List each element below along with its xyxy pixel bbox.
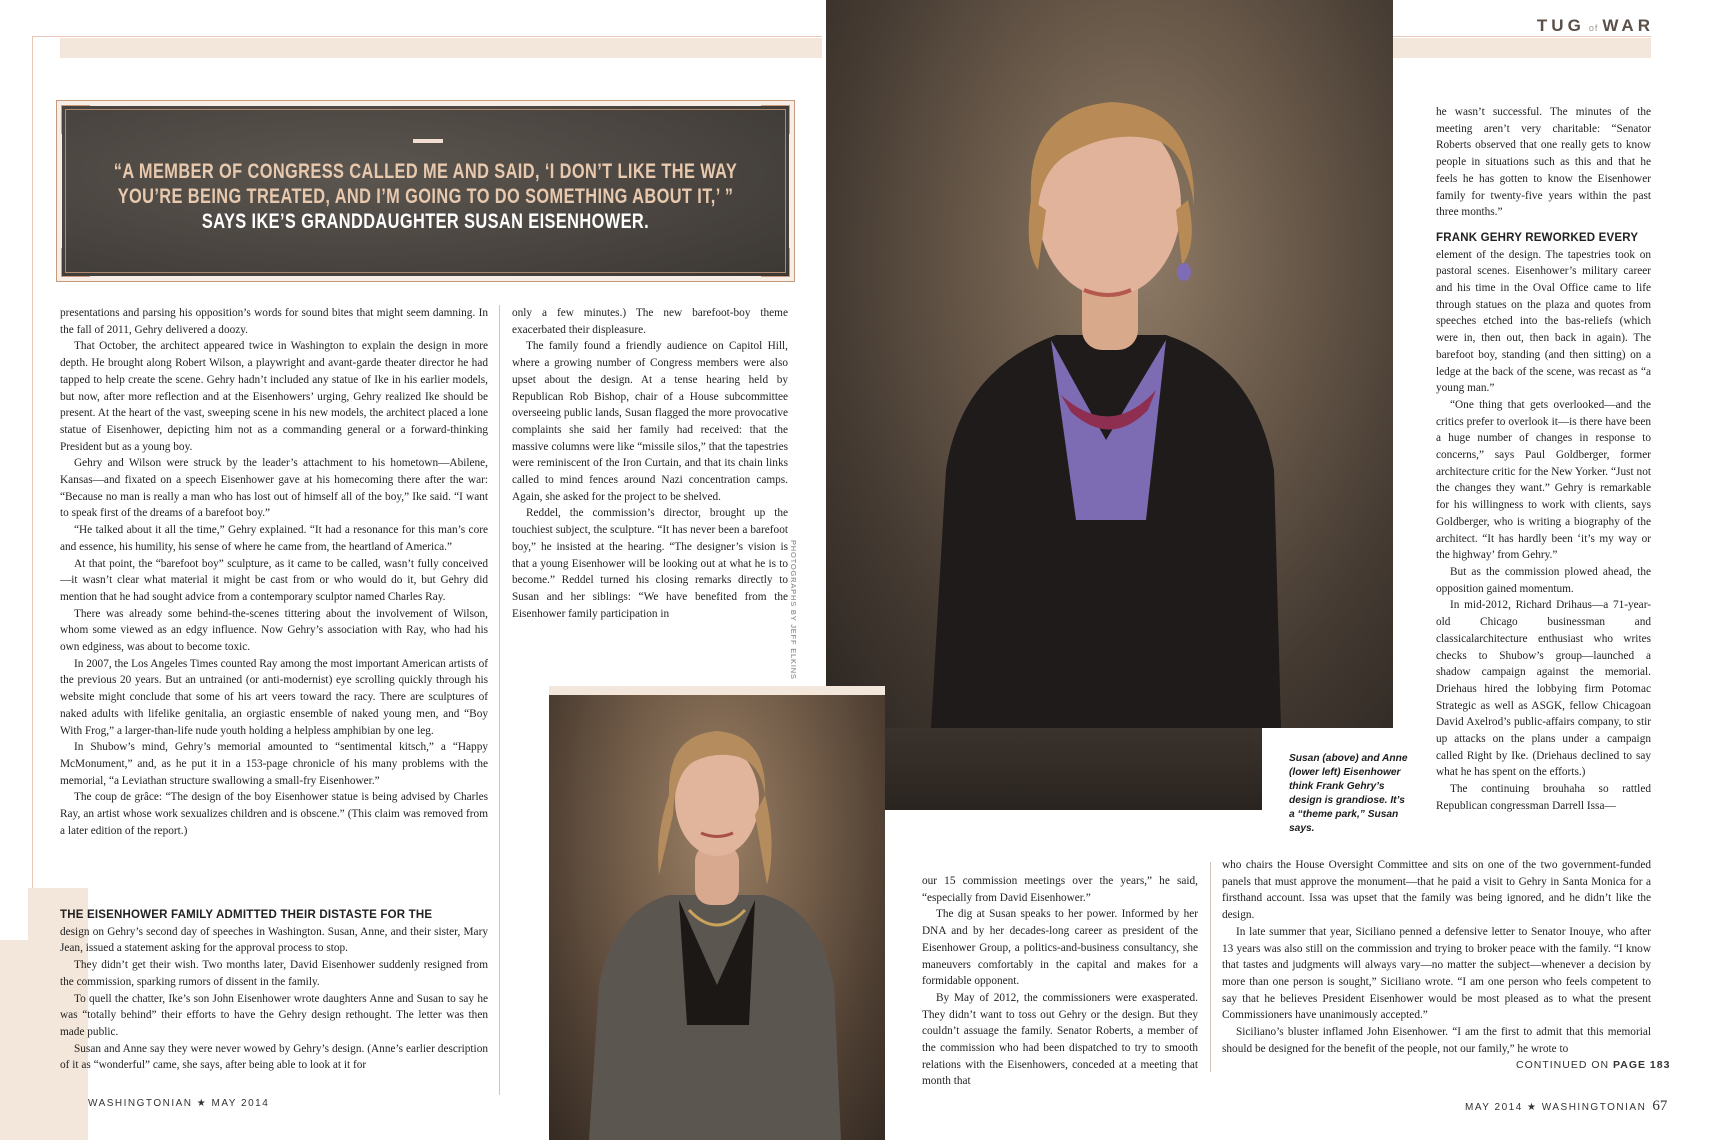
- paragraph: That October, the architect appeared twice in Washington to explain the design in more depth. He brought along Robert Wilson, a playwright and avant-garde theater director he had tapped to help create the scene. Gehry hadn’t included any statue of Ike in his earlier models, but now, after more reflection and at the Eisenhowers’ urging, Gehry realized Ike should be present. At the heart of the vast, sweeping scene in his new models, the architect placed a lone statue of Eisenhower, depicting him not as a commanding general or a forward-thinking President but as a young boy.: [60, 340, 488, 453]
- article-column-3: [922, 873, 1198, 1090]
- photo-anne-eisenhower: [549, 695, 885, 1140]
- paragraph: Siciliano’s bluster inflamed John Eisenhower. “I am the first to admit that this memorial should be designed for the benefit of the people, not our family,” he wrote to: [1222, 1026, 1651, 1055]
- column-divider: [1210, 862, 1211, 1072]
- paragraph: presentations and parsing his opposition’s words for sound bites that might seem damning. In the fall of 2011, Gehry delivered a doozy.: [60, 307, 488, 336]
- paragraph: The coup de grâce: “The design of the boy Eisenhower statue is being advised by Charles Ray, an artist whose work sexualizes children and is obscene.” (This claim was removed from a later edition of the report.): [60, 791, 488, 837]
- quote-dash: [413, 139, 443, 143]
- paragraph: In late summer that year, Siciliano penned a defensive letter to Senator Inouye, who after 13 years was also still on the commission and trying to broker peace with the family. “I know that tastes and judgments will always vary—no matter the subject—whenever a decision by more than one person is sought,” Siciliano wrote. “I am one person who feels competent to say that he believes President Eisenhower would be most pleased as to what the present Commissioners have unanimously accepted.”: [1222, 925, 1651, 1022]
- folio-left: WASHINGTONIAN ★ MAY 2014: [88, 1098, 270, 1109]
- left-tan-notch: [0, 888, 28, 940]
- paragraph: By May of 2012, the commissioners were exasperated. They didn’t want to toss out Gehry or the design. But they couldn’t assuage the family. Senator Roberts, a member of the commission who had been dispatched to try to smooth relations with the Eisenhowers, conceded at a meeting that month that: [922, 991, 1198, 1088]
- column-divider: [499, 305, 500, 1095]
- article-column-1: [60, 305, 488, 840]
- photo-susan-eisenhower: [826, 0, 1393, 728]
- paragraph: Gehry and Wilson were struck by the leader’s attachment to his hometown—Abilene, Kansas—and fixated on a speech Eisenhower gave at his homecoming there after the war: “Because no man is really a man who has lost out of himself all of the boy,” Ike said. “I want to speak first of the dreams of a barefoot boy.”: [60, 457, 488, 520]
- portrait-susan: [826, 0, 1393, 728]
- paragraph: “He talked about it all the time,” Gehry explained. “It had a resonance for this man’s core and essence, his humility, his sense of where he came from, the heartland of America.”: [60, 524, 488, 553]
- paragraph: he wasn’t successful. The minutes of the meeting aren’t very charitable: “Senator Roberts observed that one really gets to know people in situations such as this and that he feels he has gotten to know the Eisenhower family for twenty-five years within the past three months.”: [1436, 106, 1651, 219]
- pull-quote-text: [107, 159, 744, 234]
- continued-page: PAGE 183: [1613, 1059, 1671, 1071]
- section-tag-left: TUG: [1536, 16, 1585, 35]
- paragraph: There was already some behind-the-scenes tittering about the involvement of Wilson, whom some viewed as an edgy influence. Now Gehry’s association with Ray, who had his own edginess, was about to become toxic.: [60, 607, 488, 654]
- top-strip-right: [1393, 38, 1651, 58]
- article-column-2: [512, 305, 788, 622]
- paragraph: In mid-2012, Richard Drihaus—a 71-year-old Chicago businessman and classicalarchitecture enthusiast who writes checks to Shubow’s group—launched a shadow campaign against the memorial. Driehaus hired the lobbying firm Potomac Strategic as well as ASGK, fellow Chicagoan David Axelrod’s public-affairs company, to stir up attacks on the plans under a campaign called Right by Ike. (Driehaus declined to say what he has spent on the efforts.): [1436, 599, 1651, 779]
- corner-ornament-tr: [761, 105, 790, 134]
- small-photo-strip: [549, 686, 885, 695]
- section-tag-right: WAR: [1602, 16, 1654, 35]
- portrait-anne: [549, 695, 885, 1140]
- paragraph: “One thing that gets overlooked—and the critics prefer to overlook it—is there have been a huge number of changes in response to concerns,” says Paul Goldberger, former architecture critic for the New Yorker. “Just not the changes they want.” Gehry is remarkable for his willingness to work with clients, says Goldberger, who is writing a biography of the architect. “It has hardly been ‘it’s my way or the highway’ from Gehry.”: [1436, 398, 1651, 562]
- article-column-1-section: [60, 907, 488, 1074]
- section-lead: FRANK GEHRY REWORKED EVERY: [1436, 231, 1639, 244]
- corner-ornament-br: [761, 248, 790, 277]
- corner-ornament-bl: [61, 248, 90, 277]
- continued-line: [1516, 1059, 1670, 1071]
- paragraph: In 2007, the Los Angeles Times counted Ray among the most important American artists of the previous 20 years. But an untrained (or anti-modernist) eye scrolling quickly through his website might conclude that some of his art veers toward the racy. There are sculptures of naked adults with lifelike genitalia, an orgiastic ensemble of naked young men, and “Boy With Frog,” a larger-than-life nude youth holding a helpless amphibian by one leg.: [60, 657, 488, 737]
- section-lead: THE EISENHOWER FAMILY ADMITTED THEIR DISTASTE FOR THE: [60, 909, 433, 921]
- paragraph: Susan and Anne say they were never wowed by Gehry’s design. (Anne’s earlier description of it as “wonderful” came, she says, after being able to look at it for: [60, 1042, 488, 1072]
- paragraph: The dig at Susan speaks to her power. Informed by her DNA and by her decades-long career as president of the Eisenhower Group, a politics-and-business consultancy, she maneuvers comfortably in the capital and makes for a formidable opponent.: [922, 908, 1198, 988]
- paragraph: only a few minutes.) The new barefoot-boy theme exacerbated their displeasure.: [512, 307, 788, 336]
- pull-quote-box: [56, 100, 795, 282]
- article-column-4: [1436, 104, 1651, 815]
- paragraph: who chairs the House Oversight Committee and sits on one of the two government-funded panels that must approve the monument—that he paid a visit to Gehry in Santa Monica for a firsthand account. Issa was upset that the family was being ignored, and he didn’t like the design.: [1222, 859, 1651, 922]
- section-tag: [1537, 16, 1654, 36]
- paragraph: Reddel, the commission’s director, brought up the touchiest subject, the sculpture. “It has never been a barefoot boy,” he insisted at the hearing. “The designer’s vision is that a young Eisenhower will be looking out at what he is to become.” Reddel turned his closing remarks directly to Susan and her siblings: “We have benefited from the Eisenhower family participation in: [512, 507, 788, 620]
- photo-susan-extension: [826, 728, 1262, 810]
- paragraph: They didn’t get their wish. Two months later, David Eisenhower suddenly resigned from the commission, sparking rumors of dissent in the family.: [60, 959, 488, 988]
- paragraph: design on Gehry’s second day of speeches in Washington. Susan, Anne, and their sister, Mary Jean, issued a statement asking for the approval process to stop.: [60, 925, 488, 955]
- continued-label: CONTINUED ON: [1516, 1059, 1610, 1071]
- paragraph: element of the design. The tapestries took on pastoral scenes. Eisenhower’s military career and his time in the Oval Office came to life through statues on the plaza and quotes from speeches etched into the bas-reliefs (which were in, then out, then back in again). The barefoot boy, standing (and then sitting) on a ledge at the back of the scene, was recast as “a young man.”: [1436, 248, 1651, 395]
- top-strip-left: [60, 38, 822, 58]
- photo-credit: PHOTOGRAPHS BY JEFF ELKINS: [789, 540, 798, 680]
- paragraph: The continuing brouhaha so rattled Republican congressman Darrell Issa—: [1436, 783, 1651, 812]
- section-tag-of: of: [1588, 23, 1599, 33]
- paragraph: In Shubow’s mind, Gehry’s memorial amounted to “sentimental kitsch,” a “Happy McMonument,” and, as he put it in a 153-page chronicle of his many problems with the memorial, “a Leviathan structure swallowing a small-fry Eisenhower.”: [60, 741, 488, 787]
- photo-caption: Susan (above) and Anne (lower left) Eisenhower think Frank Gehry’s design is grandiose. It’s a “theme park,” Susan says.: [1289, 753, 1408, 834]
- article-column-4b: [1222, 857, 1651, 1057]
- top-rule-left: [32, 36, 822, 37]
- folio-right: [1465, 1098, 1667, 1115]
- page-number: 67: [1652, 1098, 1668, 1114]
- paragraph: our 15 commission meetings over the years,” he said, “especially from David Eisenhower.”: [922, 875, 1198, 904]
- paragraph: To quell the chatter, Ike’s son John Eisenhower wrote daughters Anne and Susan to say he was “totally behind” their efforts to have the Gehry design rethought. The letter was then made public.: [60, 992, 488, 1038]
- top-rule-right: [1393, 36, 1651, 37]
- corner-ornament-tl: [61, 105, 90, 134]
- paragraph: But as the commission plowed ahead, the opposition gained momentum.: [1436, 565, 1651, 595]
- pull-quote-attribution: SAYS IKE’S GRANDDAUGHTER SUSAN EISENHOWER.: [201, 210, 650, 233]
- paragraph: At that point, the “barefoot boy” sculpture, as it came to be called, wasn’t fully conceived—it wasn’t clear what material it might be cast from or who would do it, but Gehry did mention that he had sought advice from a contemporary sculptor named Charles Ray.: [60, 557, 488, 603]
- pull-quote-quote: “A MEMBER OF CONGRESS CALLED ME AND SAID, ‘I DON’T LIKE THE WAY YOU’RE BEING TREATED, AND I’M GOING TO DO SOMETHING ABOUT IT,’ ”: [113, 160, 738, 208]
- paragraph: The family found a friendly audience on Capitol Hill, where a growing number of Congress members were also upset about the design. At a tense hearing held by Republican Rob Bishop, chair of a House subcommittee overseeing public lands, Susan flagged the more provocative complaints she said her family had received: that the massive columns were like “missile silos,” that the tapestries were reminiscent of the Iron Curtain, and that its chain links called to mind fences around Nazi concentration camps. Again, she asked for the project to be shelved.: [512, 340, 788, 503]
- folio-right-text: MAY 2014 ★ WASHINGTONIAN: [1465, 1102, 1647, 1113]
